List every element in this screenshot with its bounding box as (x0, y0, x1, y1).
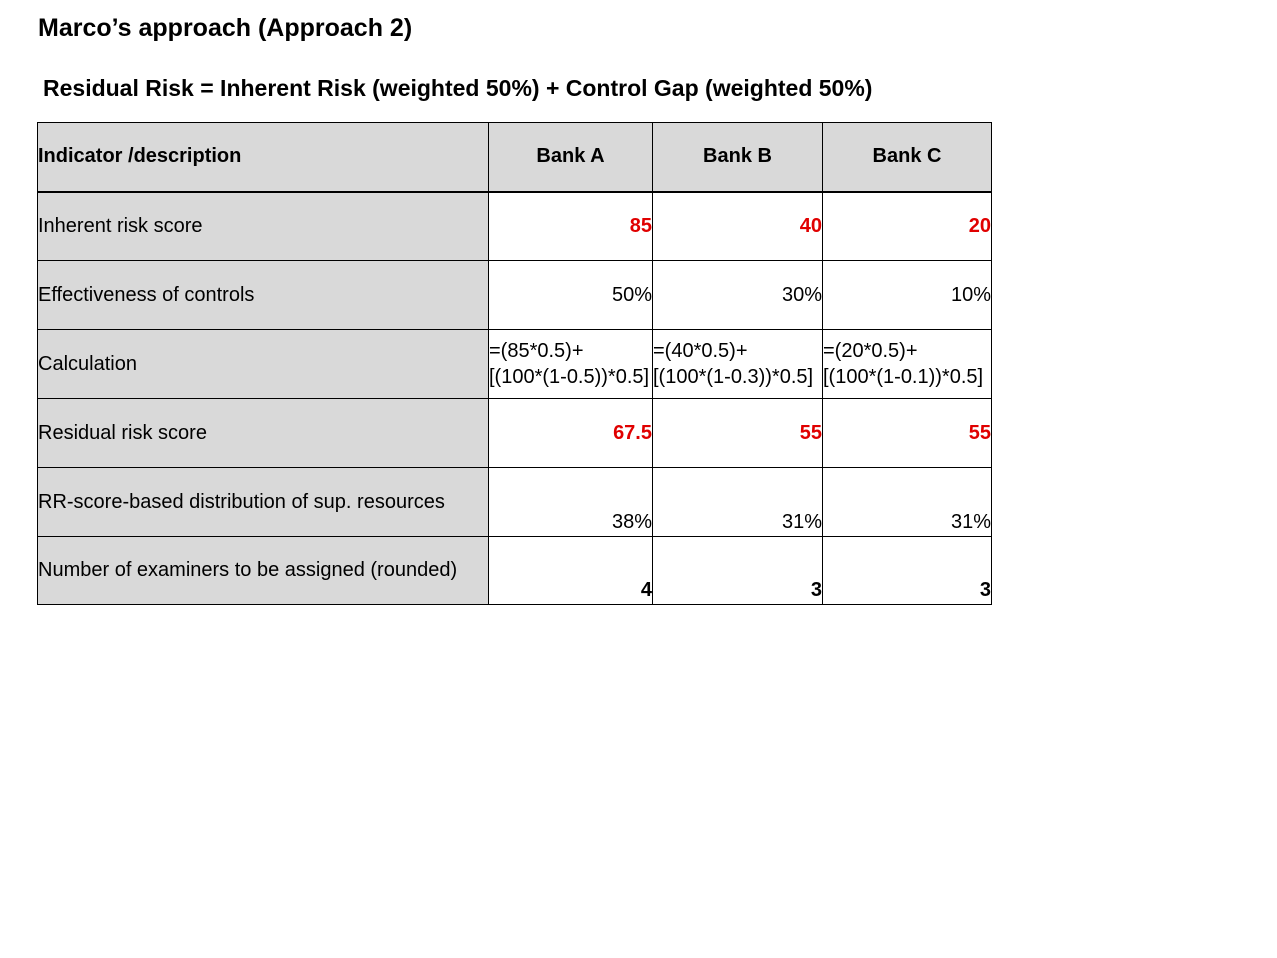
header-bank-b: Bank B (653, 123, 823, 192)
calculation-bank-c-line2: [(100*(1-0.1))*0.5] (823, 366, 984, 388)
calculation-bank-b (653, 330, 823, 399)
distribution-bank-b: 31% (653, 468, 823, 537)
residual-risk-bank-c: 55 (823, 399, 992, 468)
row-label-residual-risk: Residual risk score (38, 399, 489, 468)
header-description: Indicator /description (38, 123, 489, 192)
residual-risk-bank-b: 55 (653, 399, 823, 468)
inherent-risk-bank-a: 85 (489, 192, 653, 261)
header-bank-c: Bank C (823, 123, 992, 192)
residual-risk-bank-a: 67.5 (489, 399, 653, 468)
formula-heading: Residual Risk = Inherent Risk (weighted 50%) + Control Gap (weighted 50%) (43, 75, 873, 101)
examiners-bank-c: 3 (823, 537, 992, 605)
row-label-inherent-risk: Inherent risk score (38, 192, 489, 261)
calculation-bank-b-line1: =(40*0.5)+ (653, 340, 748, 362)
calculation-bank-a-line2: [(100*(1-0.5))*0.5] (489, 366, 650, 388)
page-title: Marco’s approach (Approach 2) (38, 14, 413, 42)
row-label-calculation: Calculation (38, 330, 489, 399)
calculation-bank-a (489, 330, 653, 399)
table-row-calculation (38, 330, 992, 399)
inherent-risk-bank-b: 40 (653, 192, 823, 261)
distribution-bank-a: 38% (489, 468, 653, 537)
risk-table (37, 122, 992, 605)
effectiveness-bank-a: 50% (489, 261, 653, 330)
distribution-bank-c: 31% (823, 468, 992, 537)
effectiveness-bank-b: 30% (653, 261, 823, 330)
table-row-examiners (38, 537, 992, 605)
calculation-bank-c (823, 330, 992, 399)
calculation-bank-c-line1: =(20*0.5)+ (823, 340, 918, 362)
table-row-residual-risk (38, 399, 992, 468)
row-label-examiners: Number of examiners to be assigned (rounded) (38, 537, 489, 605)
calculation-bank-b-line2: [(100*(1-0.3))*0.5] (653, 366, 814, 388)
row-label-effectiveness: Effectiveness of controls (38, 261, 489, 330)
header-bank-a: Bank A (489, 123, 653, 192)
table-header-row (38, 123, 992, 192)
calculation-bank-a-line1: =(85*0.5)+ (489, 340, 584, 362)
table-row-distribution (38, 468, 992, 537)
examiners-bank-a: 4 (489, 537, 653, 605)
row-label-distribution: RR-score-based distribution of sup. resources (38, 468, 489, 537)
table-row-inherent-risk (38, 192, 992, 261)
examiners-bank-b: 3 (653, 537, 823, 605)
inherent-risk-bank-c: 20 (823, 192, 992, 261)
effectiveness-bank-c: 10% (823, 261, 992, 330)
table-row-effectiveness (38, 261, 992, 330)
